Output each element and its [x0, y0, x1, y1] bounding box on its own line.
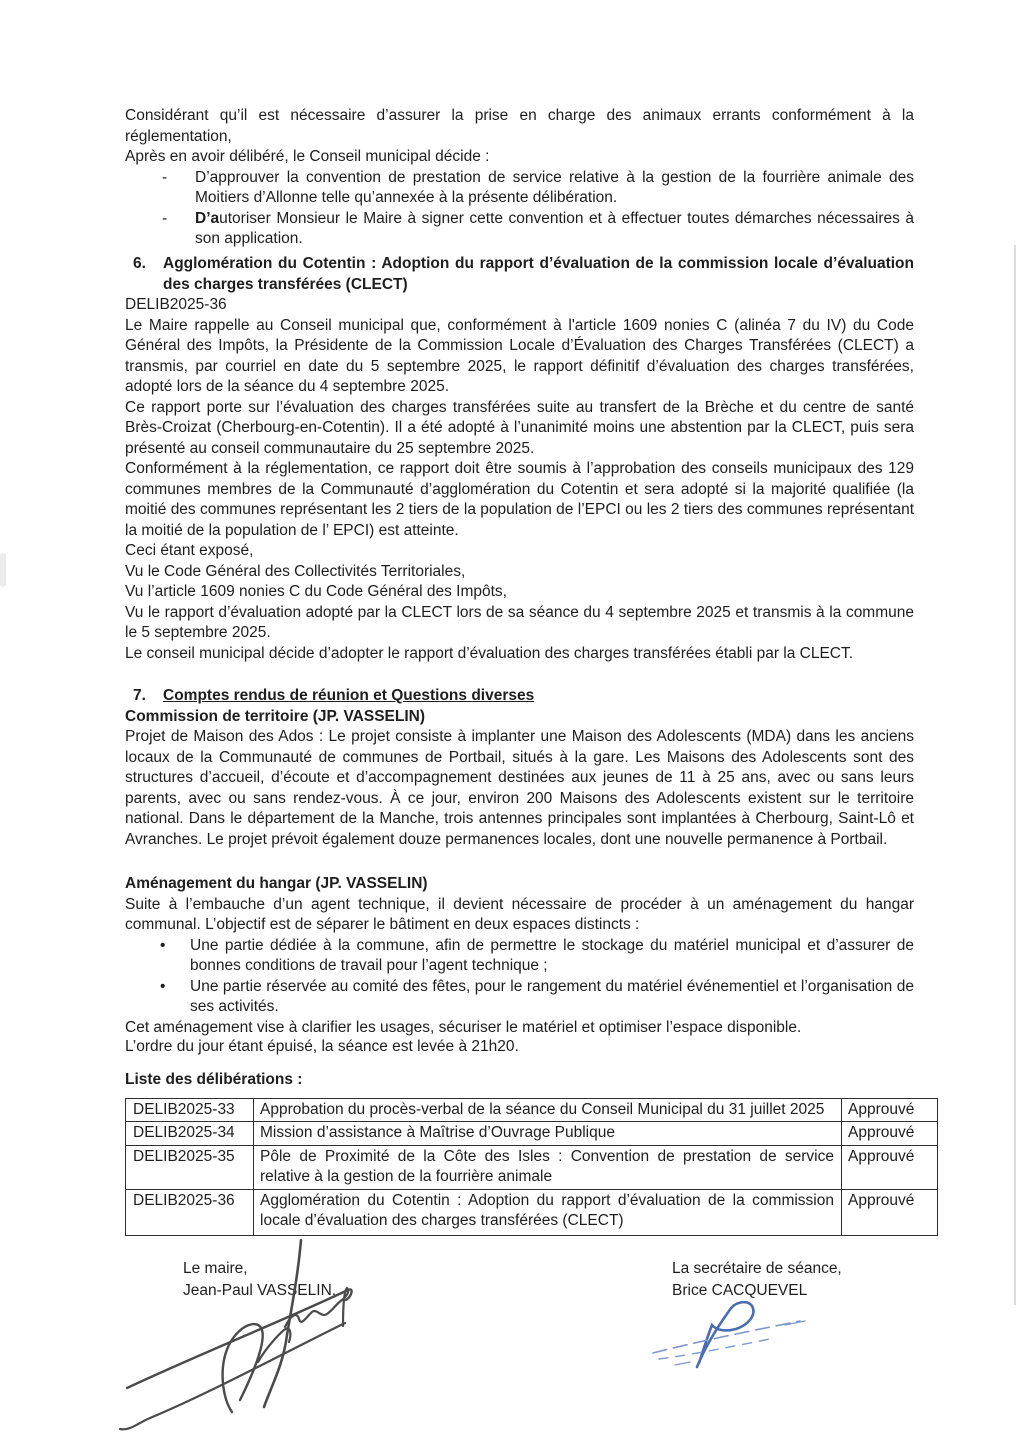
cell-status: Approuvé [842, 1189, 938, 1235]
table-row [126, 1122, 938, 1146]
signer-role: Le maire, [183, 1260, 248, 1277]
heading-title: Agglomération du Cotentin : Adoption du rapport d’évaluation de la commission locale d’évaluation des charges transférées (CLECT) [163, 255, 914, 293]
paragraph-decision-intro: Après en avoir délibéré, le Conseil municipal décide : [125, 148, 490, 165]
cell-ref: DELIB2025-35 [126, 1145, 254, 1189]
deliberation-ref: DELIB2025-36 [125, 296, 227, 313]
cell-subject: Agglomération du Cotentin : Adoption du rapport d’évaluation de la commission locale d’évaluation des charges transférées (CLECT) [254, 1189, 842, 1235]
paragraph-maison-des-ados: Projet de Maison des Ados : Le projet consiste à implanter une Maison des Adolescents (MDA) dans les anciens locaux de la Communauté de communes de Portbail, situés à la gare. Les Maisons des Adolescents sont des structures d’accueil, d’écoute et d’accompagnement destinées aux jeunes de 11 à 25 ans, avec ou sans leurs parents, avec ou sans rendez-vous. À ce jour, environ 200 Maisons des Adolescents existent sur le territoire national. Dans le département de la Manche, trois antennes principales sont implantées à Cherbourg, Saint-Lô et Avranches. Le projet prévoit également douze permanences locales, dont une nouvelle permanence à Portbail. [125, 728, 914, 848]
cell-status: Approuvé [842, 1145, 938, 1189]
scan-artifact-right-line [1014, 245, 1016, 1305]
paragraph: Vu l’article 1609 nonies C du Code Général des Impôts, [125, 583, 507, 600]
section-7-heading [125, 686, 914, 707]
paragraph: Conformément à la réglementation, ce rapport doit être soumis à l’approbation des conseils municipaux des 129 communes membres de la Communauté d’agglomération du Cotentin et sera adopté si la majorité qualifiée (la moitié des communes représentant les 2 tiers de la population de l’EPCI ou les 2 tiers des communes représentant la moitié de la population de l’ EPCI) est atteinte. [125, 460, 914, 539]
section-hangar [125, 874, 914, 1038]
table-row [126, 1145, 938, 1189]
cell-subject: Mission d’assistance à Maîtrise d’Ouvrage Publique [254, 1122, 842, 1146]
bullet-marker: • [160, 936, 166, 954]
cell-status: Approuvé [842, 1098, 938, 1122]
paragraph: Vu le rapport d’évaluation adopté par la CLECT lors de sa séance du 4 septembre 2025 et transmis à la commune le 5 septembre 2025. [125, 603, 914, 641]
heading-number: 6. [133, 255, 146, 272]
paragraph: Ce rapport porte sur l’évaluation des charges transférées suite au transfert de la Brèche et du centre de santé Brès-Croizat (Cherbourg-en-Cotentin). Il a été adopté à l’unanimité moins une abstention par la CLECT, puis sera présenté au conseil communautaire du 25 septembre 2025. [125, 398, 914, 457]
section-6-clect [125, 254, 914, 664]
list-item-text: utoriser Monsieur le Maire à signer cette convention et à effectuer toutes démarches nécessaires à son application. [195, 209, 914, 247]
signer-name: Brice CACQUEVEL [672, 1282, 808, 1299]
signer-name: Jean-Paul VASSELIN, [183, 1282, 337, 1299]
decision-list [125, 168, 914, 250]
table-row [126, 1098, 938, 1122]
cell-ref: DELIB2025-36 [126, 1189, 254, 1235]
heading-number: 7. [133, 687, 146, 704]
list-item [125, 168, 914, 209]
paragraph-considerant: Considérant qu’il est nécessaire d’assurer la prise en charge des animaux errants conformément à la réglementation, [125, 107, 914, 145]
section-7-comptes-rendus [125, 686, 914, 850]
list-item-text: D’approuver la convention de prestation de service relative à la gestion de la fourrière animale des Moitiers d’Allonne telle qu’annexée à la présente délibération. [195, 168, 914, 206]
signer-role: La secrétaire de séance, [672, 1260, 842, 1277]
bullet-marker: • [160, 977, 166, 995]
section-6-heading [125, 254, 914, 295]
paragraph: Ceci étant exposé, [125, 542, 254, 559]
closing-line-block [125, 1037, 914, 1058]
deliberations-table [125, 1098, 938, 1236]
cell-ref: DELIB2025-33 [126, 1098, 254, 1122]
section-fourriere [125, 106, 914, 250]
list-item [125, 977, 914, 1018]
list-item-text: Une partie dédiée à la commune, afin de permettre le stockage du matériel municipal et d’assurer de bonnes conditions de travail pour l’agent technique ; [190, 936, 914, 974]
heading-title: Comptes rendus de réunion et Questions diverses [163, 687, 535, 704]
paragraph-hangar-intro: Suite à l’embauche d’un agent technique, il devient nécessaire de procéder à un aménagement du hangar communal. L’objectif est de séparer le bâtiment en deux espaces distincts : [125, 895, 914, 933]
deliberations-block [125, 1070, 914, 1236]
list-item [125, 936, 914, 977]
cell-subject: Approbation du procès-verbal de la séance du Conseil Municipal du 31 juillet 2025 [254, 1098, 842, 1122]
cell-status: Approuvé [842, 1122, 938, 1146]
bold-run: D’a [195, 209, 220, 227]
cell-subject: Pôle de Proximité de la Côte des Isles : Convention de prestation de service relative à la gestion de la fourrière animale [254, 1145, 842, 1189]
handwritten-signature-maire [100, 1230, 370, 1445]
deliberations-title: Liste des délibérations : [125, 1071, 303, 1088]
paragraph: Vu le Code Général des Collectivités Territoriales, [125, 562, 466, 580]
handwritten-signature-secretaire [635, 1295, 825, 1380]
paragraph: Le Maire rappelle au Conseil municipal que, conformément à l'article 1609 nonies C (alinéa 7 du IV) du Code Général des Impôts, la Présidente de la Commission Locale d’Évaluation des Charges Transférées (CLECT) a transmis, par courriel en date du 5 septembre 2025, le rapport définitif d’évaluation des charges transférées, adopté lors de la séance du 4 septembre 2025. [125, 316, 914, 395]
hangar-title: Aménagement du hangar (JP. VASSELIN) [125, 875, 428, 892]
cell-ref: DELIB2025-34 [126, 1122, 254, 1146]
dash-marker: - [162, 168, 168, 186]
paragraph-hangar-close: Cet aménagement vise à clarifier les usages, sécuriser le matériel et optimiser l’espace disponible. [125, 1018, 802, 1036]
closing-line: L’ordre du jour étant épuisé, la séance est levée à 21h20. [125, 1038, 519, 1055]
commission-territoire-title: Commission de territoire (JP. VASSELIN) [125, 707, 426, 725]
list-item-text: Une partie réservée au comité des fêtes, pour le rangement du matériel événementiel et l’organisation de ses activités. [190, 977, 914, 1015]
hangar-list [125, 936, 914, 1018]
paragraph: Le conseil municipal décide d’adopter le rapport d’évaluation des charges transférées établi par la CLECT. [125, 644, 854, 662]
table-row [126, 1189, 938, 1235]
list-item [125, 209, 914, 250]
scan-artifact-left-smudge [0, 553, 6, 587]
dash-marker: - [162, 209, 168, 227]
